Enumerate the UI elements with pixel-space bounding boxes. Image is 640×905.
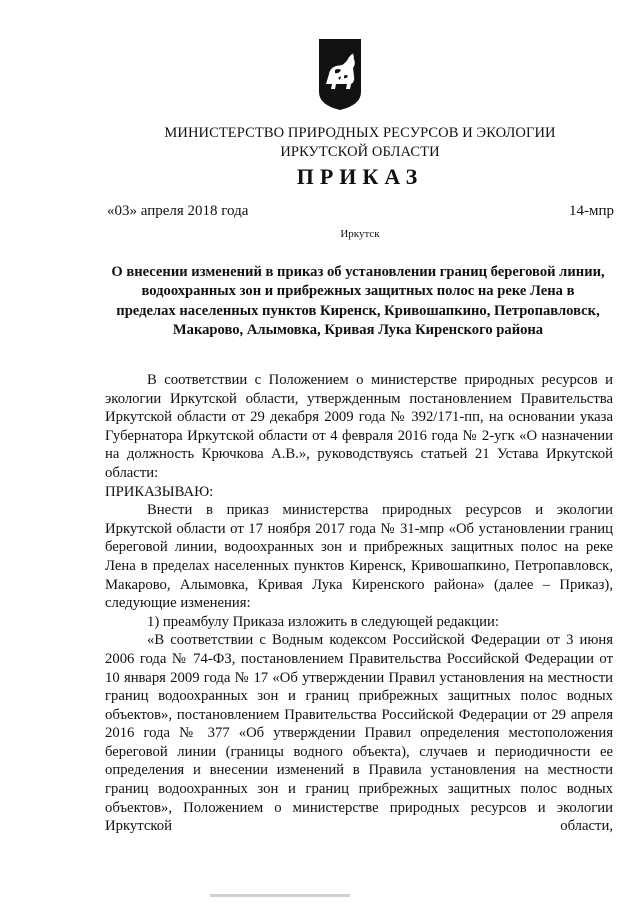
coat-of-arms-shield-icon <box>318 38 362 111</box>
document-type: ПРИКАЗ <box>296 164 424 189</box>
document-number: 14-мпр <box>568 203 614 219</box>
ministry-line-2: ИРКУТСКОЙ ОБЛАСТИ <box>280 144 440 160</box>
ministry-name <box>100 124 620 162</box>
document-body <box>105 371 613 836</box>
paragraph-amend: Внести в приказ министерства природных ресурсов и экологии Иркутской области от 17 ноября 2017 года № 31-мпр «Об установлении границ береговой линии, водоохранных зон и прибрежных защитных полос на реке Лена в пределах населенных пунктов Киренск, Кривошапкино, Петропавловск, Макарово, Алымовка, Кривая Лука Киренского района» (далее – Приказ), следующие изменения: <box>105 502 613 612</box>
paragraph-item-1: 1) преамбулу Приказа изложить в следующей редакции: <box>147 613 499 630</box>
paragraph-basis: В соответствии с Положением о министерстве природных ресурсов и экологии Иркутской области, утвержденным постановлением Правительства Иркутской области от 29 декабря 2009 года № 392/171-пп, на основании указа Губернатора Иркутской области от 4 февраля 2016 года № 2-угк «О назначении на должность Крючкова А.В.», руководствуясь статьей 21 Устава Иркутской области: <box>105 372 613 481</box>
document-city: Иркутск <box>340 228 380 240</box>
document-title: О внесении изменений в приказ об установлении границ береговой линии, водоохранных зон и прибрежных защитных полос на реке Лена в пределах населенных пунктов Киренск, Кривошапкино, Петропавловск, Макарово, Алымовка, Кривая Лука Киренского района <box>111 264 605 338</box>
order-word: ПРИКАЗЫВАЮ: <box>105 483 214 500</box>
document-date: «03» апреля 2018 года <box>107 203 249 219</box>
ministry-line-1: МИНИСТЕРСТВО ПРИРОДНЫХ РЕСУРСОВ И ЭКОЛОГИИ <box>164 125 556 141</box>
page-bottom-scan-mark <box>210 890 350 902</box>
paragraph-preamble-quote: «В соответствии с Водным кодексом Российской Федерации от 3 июня 2006 года № 74-ФЗ, постановлением Правительства Российской Федерации от 10 января 2009 года № 17 «Об утверждении Правил установления на местности границ водоохранных зон и границ прибрежных защитных полос водных объектов», постановлением Правительства Российской Федерации от 29 апреля 2016 года № 377 «Об утверждении Правил определения местоположения береговой линии (границы водного объекта), случаев и периодичности ее определения и внесении изменений в Правила установления на местности границ водоохранных зон и границ прибрежных защитных полос водных объектов», Положением о министерстве природных ресурсов и экологии Иркутской области, <box>105 632 613 835</box>
coat-of-arms-icon <box>318 38 362 111</box>
